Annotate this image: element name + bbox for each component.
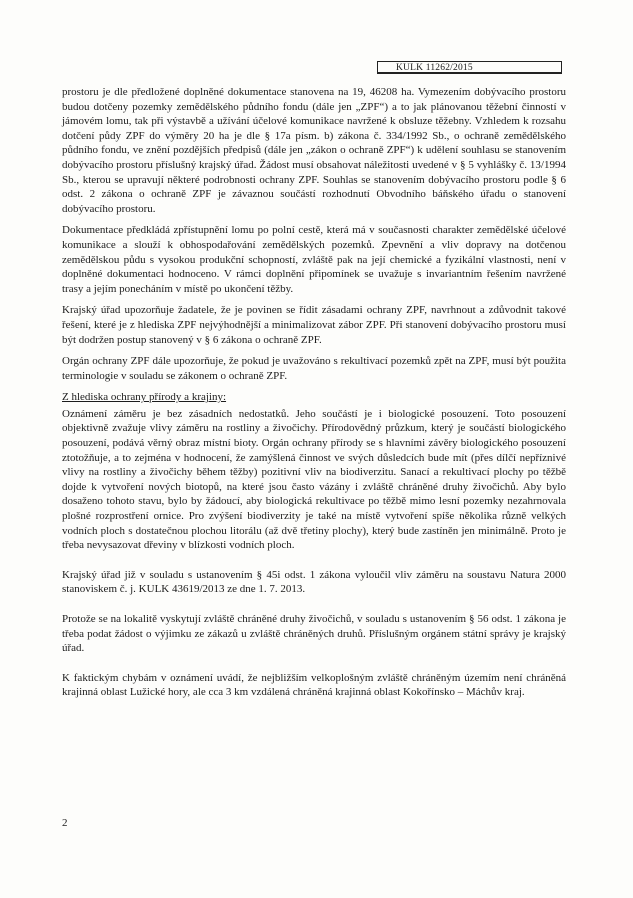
paragraph-protected-species: Protože se na lokalitě vyskytují zvláště chráněné druhy živočichů, v souladu s ustanovením § 56 odst. 1 zákona je třeba podat žádost o výjimku ze zákazů u zvláště chráněných druhů. Příslušným orgánem státní správy je krajský úřad. — [62, 613, 566, 655]
paragraph-biological-assessment: Oznámení záměru je bez zásadních nedostatků. Jeho součástí je i biologické posouzení. Toto posouzení objektivně zvažuje vlivy záměru na rostliny a živočichy. Přírodovědný průzkum, který je součástí biologického posouzení, podává věrný obraz místní bioty. Orgán ochrany přírody se s hlavními závěry biologického posouzení ztotožňuje, a to zejména v hodnocení, že zamýšlená činnost ve svých důsledcích bude mít (přes dílčí nepříznivé vlivy na rostliny a živočichy během těžby) pozitivní vliv na biodiverzitu. Sanací a rekultivací plochy po těžbě dojde k vytvoření nových biotopů, na které jsou často vázány i zvláště chráněné druhy živočichů. Aby bylo dosaženo tohoto stavu, bylo by žádoucí, aby biologická rekultivace po těžbě mimo lesní pozemky nezahrnovala plošné rozprostření ornice. Pro zvýšení biodiverzity je také na místě vytvoření spíše několika různě velkých vodních ploch s dostatečnou plochou litorálu (až dvě třetiny plochy), který bude zastíněn jen minimálně. Proto je třeba nevysazovat dřeviny v blízkosti vodních ploch. — [62, 407, 566, 552]
reference-number: KULK 11262/2015 — [377, 61, 562, 74]
paragraph-zpf-area: prostoru je dle předložené doplněné dokumentace stanovena na 19, 46208 ha. Vymezením dobývacího prostoru budou dotčeny pozemky zemědělského půdního fondu (dále jen „ZPF“) a to jak plánovanou těžební činností v jámovém lomu, tak při výstavbě a užívání účelové komunikace navržené k obsluze těžebny. Vzhledem k rozsahu dotčení půdy ZPF do výměry 20 ha je dle § 17a písm. b) zákona č. 334/1992 Sb., o ochraně zemědělského půdního fondu, ve znění pozdějších předpisů (dále jen „zákon o ochraně ZPF“) k udělení souhlasu se stanovením dobývacího prostoru příslušný krajský úřad. Žádost musí obsahovat náležitosti uvedené v § 5 vyhlášky č. 13/1994 Sb., kterou se upravují některé podrobnosti ochrany ZPF. Souhlas se stanovením dobývacího prostoru podle § 6 odst. 2 zákona o ochraně ZPF je závaznou součástí rozhodnutí Obvodního báňského úřadu o stanovení dobývacího prostoru. — [62, 86, 566, 215]
section-heading-nature: Z hlediska ochrany přírody a krajiny: — [62, 391, 227, 404]
paragraph-factual-errors: K faktickým chybám v oznámení uvádí, že nejbližším velkoplošným zvláště chráněným územím není chráněná krajinná oblast Lužické hory, ale cca 3 km vzdálená chráněná krajinná oblast Kokořínsko – Máchův kraj. — [62, 671, 566, 699]
paragraph-applicant-notice: Krajský úřad upozorňuje žadatele, že je povinen se řídit zásadami ochrany ZPF, navrhnout a zdůvodnit takové řešení, které je z hlediska ZPF nejvýhodnější a minimalizovat zábor ZPF. Při stanovení dobývacího prostoru musí být dodržen postup stanovený v § 6 zákona o ochraně ZPF. — [62, 304, 566, 346]
paragraph-natura-2000: Krajský úřad již v souladu s ustanovením § 45i odst. 1 zákona vyloučil vliv záměru na soustavu Natura 2000 stanoviskem č. j. KULK 43619/2013 ze dne 1. 7. 2013. — [62, 568, 566, 596]
page-number: 2 — [62, 817, 68, 829]
paragraph-access-road: Dokumentace předkládá zpřístupnění lomu po polní cestě, která má v současnosti charakter zemědělské účelové komunikace a slouží k obhospodařování zemědělských pozemků. Zpevnění a vliv dopravy na dotčenou zemědělskou půdu s vysokou produkční schopností, zvláště pak na její chemické a fyzikální vlastnosti, není v doplněné dokumentaci hodnoceno. V rámci doplnění připomínek se uvažuje s invariantním řešením navržené trasy a jejím ponecháním v místě po ukončení těžby. — [62, 224, 566, 295]
document-body — [62, 85, 566, 707]
paragraph-recultivation-terminology: Orgán ochrany ZPF dále upozorňuje, že pokud je uvažováno s rekultivací pozemků zpět na ZPF, musí být použita terminologie v souladu se zákonem o ochraně ZPF. — [62, 355, 566, 382]
